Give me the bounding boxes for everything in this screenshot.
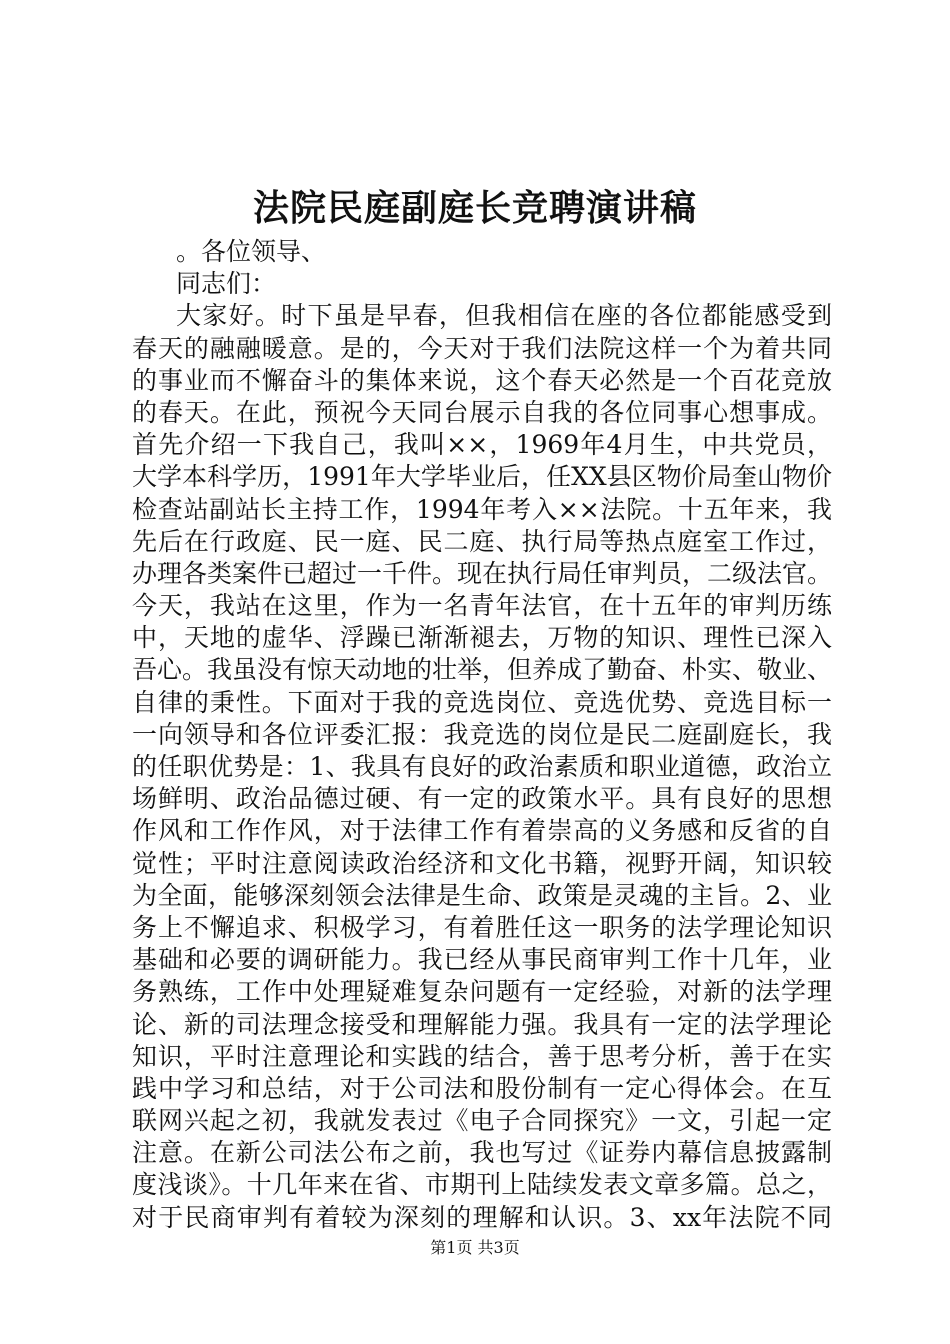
paragraph-line: 务熟练，工作中处理疑难复杂问题有一定经验，对新的法学理: [132, 977, 832, 1007]
paragraph-line: 吾心。我虽没有惊天动地的壮举，但养成了勤奋、朴实、敬业、: [132, 655, 832, 685]
paragraph-line: 场鲜明、政治品德过硬、有一定的政策水平。具有良好的思想: [132, 784, 832, 814]
paragraph-line: 大学本科学历，1991年大学毕业后，任XX县区物价局奎山物价: [132, 462, 832, 492]
paragraph-line: 为全面，能够深刻领会法律是生命、政策是灵魂的主旨。2、业: [132, 880, 832, 910]
paragraph-line: 自律的秉性。下面对于我的竞选岗位、竞选优势、竞选目标一: [132, 687, 832, 717]
paragraph-line: 注意。在新公司法公布之前，我也写过《证券内幕信息披露制: [132, 1138, 832, 1168]
paragraph-line: 春天的融融暖意。是的，今天对于我们法院这样一个为着共同: [132, 333, 832, 363]
paragraph-line: 先后在行政庭、民一庭、民二庭、执行局等热点庭室工作过，: [132, 526, 832, 556]
paragraph-line: 论、新的司法理念接受和理解能力强。我具有一定的法学理论: [132, 1009, 832, 1039]
paragraph-line: 务上不懈追求、积极学习，有着胜任这一职务的法学理论知识: [132, 912, 832, 942]
paragraph-line: 知识，平时注意理论和实践的结合，善于思考分析，善于在实: [132, 1041, 832, 1071]
paragraph-line: 一向领导和各位评委汇报：我竞选的岗位是民二庭副庭长，我: [132, 719, 832, 749]
paragraph-line: 大家好。时下虽是早春，但我相信在座的各位都能感受到: [176, 301, 832, 331]
paragraph-line: 检查站副站长主持工作，1994年考入××法院。十五年来，我: [132, 494, 832, 524]
paragraph-line: 首先介绍一下我自己，我叫××，1969年4月生，中共党员，: [132, 430, 832, 460]
paragraph-line: 觉性；平时注意阅读政治经济和文化书籍，视野开阔，知识较: [132, 848, 832, 878]
document-title: 法院民庭副庭长竞聘演讲稿: [252, 187, 697, 229]
paragraph-line: 今天，我站在这里，作为一名青年法官，在十五年的审判历练: [132, 591, 832, 621]
salutation-line: 同志们：: [176, 269, 277, 299]
paragraph-line: 的春天。在此，预祝今天同台展示自我的各位同事心想事成。: [132, 397, 832, 427]
paragraph-line: 践中学习和总结，对于公司法和股份制有一定心得体会。在互: [132, 1073, 832, 1103]
paragraph-line: 基础和必要的调研能力。我已经从事民商审判工作十几年，业: [132, 945, 832, 975]
paragraph-line: 联网兴起之初，我就发表过《电子合同探究》一文，引起一定: [132, 1106, 832, 1136]
paragraph-line: 度浅谈》。十几年来在省、市期刊上陆续发表文章多篇。总之，: [132, 1170, 832, 1200]
paragraph-line: 对于民商审判有着较为深刻的理解和认识。3、xx年法院不同: [132, 1202, 832, 1232]
document-body: [132, 236, 832, 1234]
paragraph-line: 的任职优势是：1、我具有良好的政治素质和职业道德，政治立: [132, 752, 832, 781]
page-footer: 第1页 共3页: [430, 1238, 520, 1257]
paragraph-line: 作风和工作作风，对于法律工作有着崇高的义务感和反省的自: [132, 816, 832, 846]
paragraph-line: 的事业而不懈奋斗的集体来说，这个春天必然是一个百花竞放: [132, 365, 832, 395]
paragraph-line: 中，天地的虚华、浮躁已渐渐褪去，万物的知识、理性已深入: [132, 623, 832, 653]
salutation-line: 。各位领导、: [176, 237, 327, 266]
paragraph-line: 办理各类案件已超过一千件。现在执行局任审判员，二级法官。: [132, 558, 832, 588]
